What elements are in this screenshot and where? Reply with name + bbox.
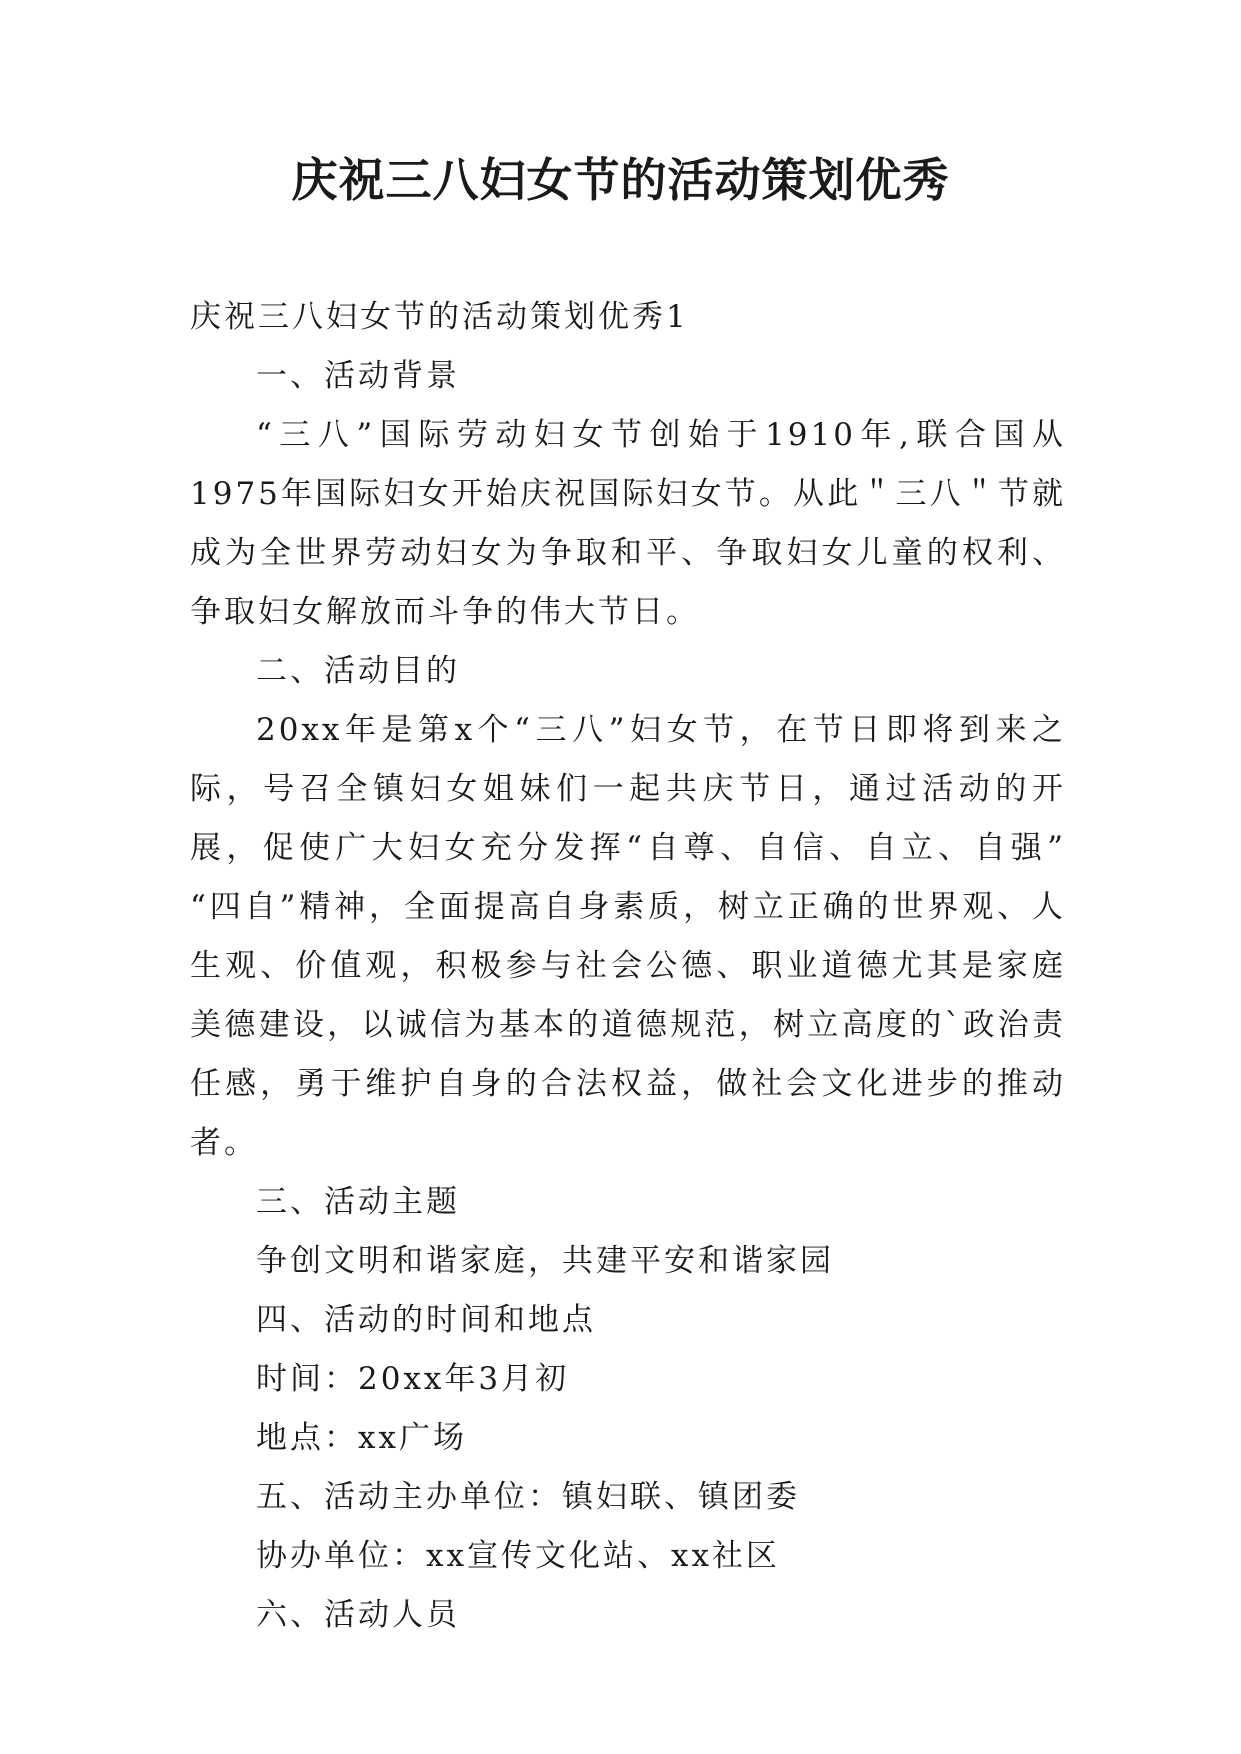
time-line: 时间：20xx年3月初 bbox=[256, 1361, 570, 1397]
document-title: 庆祝三八妇女节的活动策划优秀 bbox=[291, 153, 950, 207]
section-heading: 二、活动目的 bbox=[256, 653, 460, 689]
section-heading: 六、活动人员 bbox=[256, 1597, 460, 1633]
theme-line: 争创文明和谐家庭，共建平安和谐家园 bbox=[256, 1243, 834, 1279]
paragraph-background: “三八”国际劳动妇女节创始于1910年,联合国从1975年国际妇女开始庆祝国际妇女节。从此＂三八＂节就成为全世界劳动妇女为争取和平、争取妇女儿童的权利、争取妇女解放而斗争的伟大节日。 bbox=[190, 417, 1066, 630]
section-heading: 三、活动主题 bbox=[256, 1184, 460, 1220]
section-heading: 一、活动背景 bbox=[256, 358, 460, 394]
location-line: 地点：xx广场 bbox=[256, 1420, 467, 1456]
section-heading: 五、活动主办单位：镇妇联、镇团委 bbox=[256, 1479, 800, 1515]
document-body bbox=[190, 288, 1066, 1645]
document-subtitle: 庆祝三八妇女节的活动策划优秀1 bbox=[190, 299, 689, 335]
section-heading: 四、活动的时间和地点 bbox=[256, 1302, 596, 1338]
co-organizer-line: 协办单位：xx宣传文化站、xx社区 bbox=[256, 1538, 780, 1574]
paragraph-purpose: 20xx年是第x个“三八”妇女节，在节日即将到来之际，号召全镇妇女姐妹们一起共庆节日，通过活动的开展，促使广大妇女充分发挥“自尊、自信、自立、自强” “四自”精神，全面提高自身素质，树立正确的世界观、人生观、价值观，积极参与社会公德、职业道德尤其是家庭美德建设，以诚信为基本的道德规范，树立高度的`政治责任感，勇于维护自身的合法权益，做社会文化进步的推动者。 bbox=[190, 712, 1066, 1161]
